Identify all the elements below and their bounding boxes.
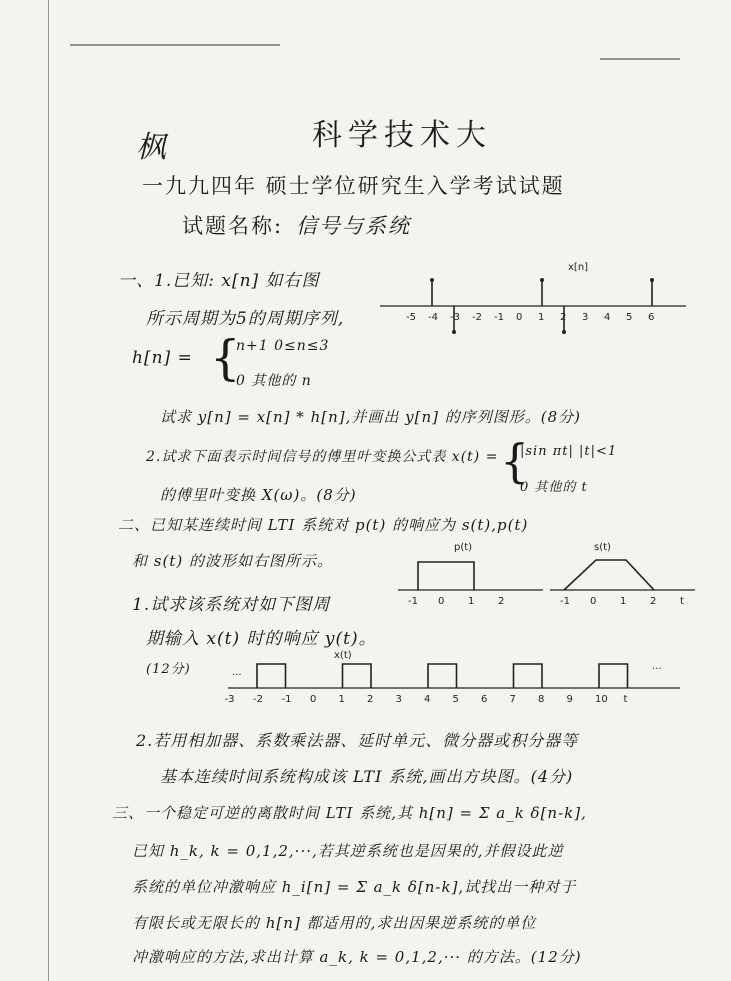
pt-tick: 0 — [438, 596, 445, 607]
xt-pulse — [257, 664, 286, 688]
xt-tick: -2 — [253, 694, 263, 705]
q1-part1-line2: 所示周期为5的周期序列, — [146, 309, 345, 329]
q1-x-brace: { — [500, 434, 531, 488]
q3-line5: 冲激响应的方法,求出计算 a_k, k = 0,1,2,··· 的方法。(12分) — [132, 948, 582, 966]
xt-tick: 5 — [452, 694, 459, 705]
pt-tick: 1 — [468, 596, 475, 607]
xn-tick: 4 — [604, 312, 611, 323]
xt-tick: 8 — [538, 694, 545, 705]
pt-tick-labels — [408, 596, 504, 607]
st-trapezoid — [564, 560, 654, 590]
st-label: s(t) — [594, 542, 611, 553]
subject-label: 试题名称: — [182, 214, 284, 238]
xt-tick: t — [623, 694, 628, 705]
xt-tick: 7 — [509, 694, 516, 705]
xt-pulse — [514, 664, 543, 688]
pt-tick: -1 — [408, 596, 418, 607]
xt-tick: -3 — [224, 694, 235, 705]
q2-line3: 1.试求该系统对如下图周 — [132, 595, 331, 615]
xt-right-ellipsis: ··· — [652, 664, 662, 675]
xn-tick: 6 — [648, 312, 655, 323]
xn-tick: -1 — [494, 312, 504, 323]
q2-line2: 和 s(t) 的波形如右图所示。 — [132, 552, 333, 570]
handwritten-mark: 枫 — [136, 130, 172, 165]
xn-tick-labels — [406, 312, 654, 323]
q1-x-case2: 0 其他的 t — [520, 480, 588, 495]
scan-artifact-right — [600, 58, 680, 60]
xt-tick: 3 — [395, 694, 402, 705]
xn-tick: -3 — [450, 312, 460, 323]
q1-part1-ask: 试求 y[n] = x[n] * h[n],并画出 y[n] 的序列图形。(8分) — [160, 408, 581, 426]
xt-tick: 6 — [481, 694, 488, 705]
st-tick: 1 — [620, 596, 627, 607]
xn-stem-dot — [650, 278, 654, 282]
xn-tick: -2 — [472, 312, 482, 323]
st-tick: -1 — [560, 596, 570, 607]
xt-tick: 10 — [595, 694, 608, 705]
pt-tick: 2 — [498, 596, 505, 607]
st-tick: t — [680, 596, 684, 607]
q1-part1-line1: 一、1.已知: x[n] 如右图 — [118, 271, 320, 291]
xn-sequence-plot — [380, 256, 690, 346]
xt-pulses — [257, 664, 628, 688]
xt-tick: 4 — [424, 694, 431, 705]
xn-tick: 0 — [516, 312, 523, 323]
xt-pulse — [428, 664, 457, 688]
st-response-plot — [550, 540, 700, 610]
xt-periodic-input-plot — [224, 648, 688, 706]
university-name: 科学技术大 — [312, 118, 492, 153]
scan-artifact-top — [70, 44, 280, 46]
xn-tick: 2 — [560, 312, 567, 323]
q2-line1: 二、已知某连续时间 LTI 系统对 p(t) 的响应为 s(t),p(t) — [118, 516, 529, 534]
q1-h-case2: 0 其他的 n — [236, 373, 312, 389]
xn-tick: -5 — [406, 312, 416, 323]
q3-line2: 已知 h_k, k = 0,1,2,···,若其逆系统也是因果的,并假设此逆 — [132, 842, 564, 860]
xn-stem-dot — [540, 278, 544, 282]
q3-line3: 系统的单位冲激响应 h_i[n] = Σ a_k δ[n-k],试找出一种对于 — [132, 878, 577, 896]
q3-line4: 有限长或无限长的 h[n] 都适用的,求出因果逆系统的单位 — [132, 914, 537, 932]
q3-line1: 三、一个稳定可逆的离散时间 LTI 系统,其 h[n] = Σ a_k δ[n-k], — [112, 804, 587, 822]
left-margin-line — [48, 0, 49, 981]
st-tick-labels — [560, 596, 684, 607]
q2-line6: 基本连续时间系统构成该 LTI 系统,画出方块图。(4分) — [160, 767, 574, 786]
pt-label: p(t) — [454, 542, 473, 553]
xn-stem-dot — [452, 330, 456, 334]
q2-points: (12分) — [146, 662, 191, 677]
pt-pulse-plot — [398, 540, 548, 610]
xt-tick: -1 — [281, 694, 292, 705]
xn-tick: 3 — [582, 312, 589, 323]
xn-stem-dot — [430, 278, 434, 282]
xn-tick: 1 — [538, 312, 545, 323]
xn-label: x[n] — [568, 262, 589, 273]
xt-tick: 0 — [310, 694, 317, 705]
q2-line5: 2.若用相加器、系数乘法器、延时单元、微分器或积分器等 — [136, 731, 579, 750]
xt-pulse — [343, 664, 372, 688]
xt-left-ellipsis: ··· — [232, 670, 242, 681]
q1-h-brace: { — [210, 330, 242, 386]
pt-pulse — [418, 562, 474, 590]
xt-tick: 1 — [338, 694, 345, 705]
q1-part2-line2: 的傅里叶变换 X(ω)。(8分) — [160, 486, 357, 504]
xt-pulse — [599, 664, 628, 688]
xt-tick: 9 — [566, 694, 573, 705]
q1-h-definition: h[n] = — [132, 348, 193, 368]
xn-tick: 5 — [626, 312, 633, 323]
q1-x-case1: |sin πt| |t|<1 — [520, 444, 618, 459]
xt-tick-labels — [225, 694, 628, 705]
xt-tick: 2 — [367, 694, 374, 705]
xn-stem-dot — [562, 330, 566, 334]
q1-h-case1: n+1 0≤n≤3 — [236, 338, 330, 354]
st-tick: 2 — [650, 596, 657, 607]
subject-value: 信号与系统 — [296, 214, 411, 238]
xn-tick: -4 — [428, 312, 438, 323]
xt-label: x(t) — [334, 650, 352, 661]
exam-title: 一九九四年 硕士学位研究生入学考试试题 — [142, 174, 565, 198]
q2-line4: 期输入 x(t) 时的响应 y(t)。 — [146, 629, 377, 649]
q1-part2-line1: 2.试求下面表示时间信号的傅里叶变换公式表 x(t) = — [146, 449, 499, 465]
st-tick: 0 — [590, 596, 597, 607]
